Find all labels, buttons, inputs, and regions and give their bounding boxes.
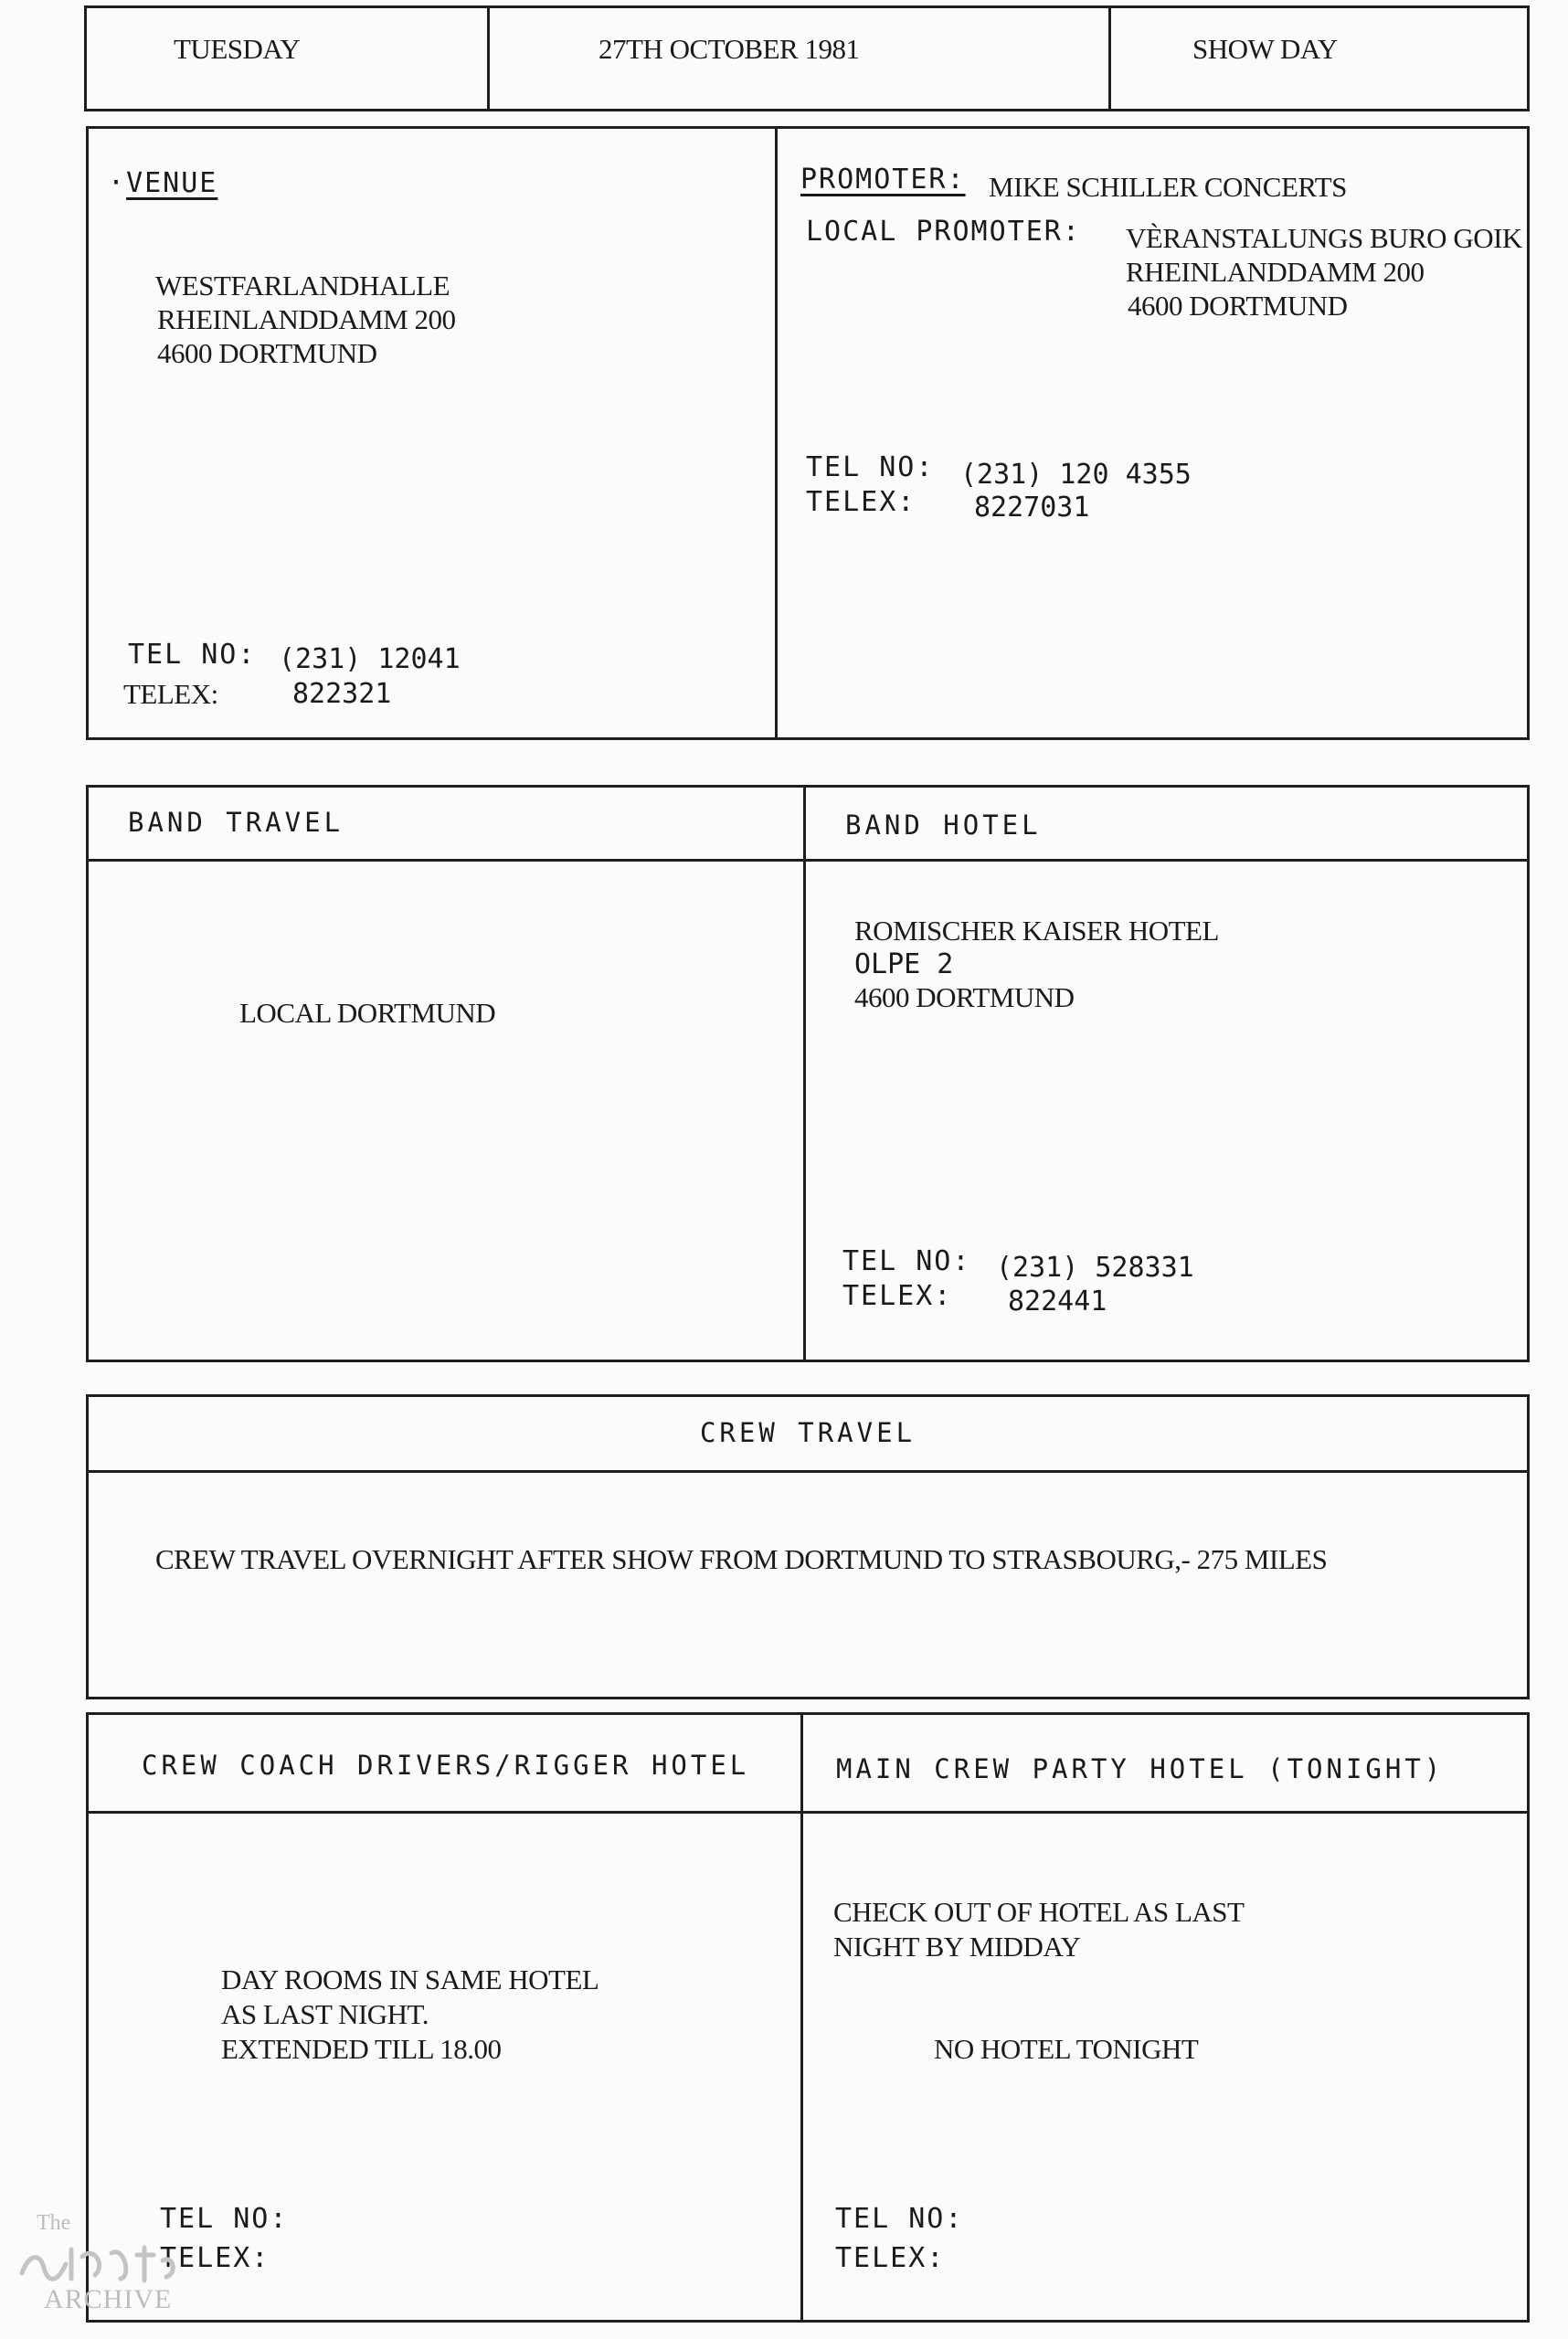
band-hotel-label: BAND HOTEL: [845, 810, 1042, 841]
venue-telex-label: TELEX:: [123, 678, 218, 710]
header-divider-2: [1108, 5, 1111, 111]
venue-address-line-1: WESTFARLANDHALLE: [155, 270, 450, 302]
promoter-name: MIKE SCHILLER CONCERTS: [989, 171, 1347, 203]
band-hotel-tel: (231) 528331: [996, 1252, 1194, 1284]
promoter-tel: (231) 120 4355: [960, 459, 1192, 491]
crew-travel-divider-h: [86, 1470, 1530, 1473]
band-hotel-line-1: ROMISCHER KAISER HOTEL: [854, 915, 1219, 947]
main-crew-line-2: NIGHT BY MIDDAY: [833, 1931, 1081, 1963]
archive-watermark-logo: [16, 2211, 190, 2321]
crew-coach-telex-label: TELEX:: [160, 2242, 270, 2274]
promoter-label: PROMOTER:: [800, 164, 966, 196]
venue-promoter-divider: [775, 126, 778, 740]
main-crew-note: NO HOTEL TONIGHT: [934, 2033, 1199, 2065]
main-crew-tel-label: TEL NO:: [835, 2203, 964, 2235]
crew-hotels-divider-h: [86, 1811, 1530, 1814]
band-hotel-telex-label: TELEX:: [842, 1280, 953, 1312]
venue-telex: 822321: [292, 678, 392, 710]
promoter-tel-label: TEL NO:: [806, 451, 935, 483]
venue-address-line-3: 4600 DORTMUND: [157, 337, 377, 369]
main-crew-line-1: CHECK OUT OF HOTEL AS LAST: [833, 1896, 1245, 1928]
main-crew-label: MAIN CREW PARTY HOTEL (TONIGHT): [836, 1753, 1445, 1784]
venue-label: ·VENUE: [108, 167, 218, 199]
watermark-script-mark: [16, 2237, 181, 2288]
crew-coach-tel-label: TEL NO:: [160, 2203, 289, 2235]
header-day: TUESDAY: [174, 33, 301, 65]
watermark-the: The: [37, 2211, 71, 2235]
local-promoter-label: LOCAL PROMOTER:: [806, 216, 1081, 248]
crew-hotels-divider-v: [800, 1712, 803, 2323]
local-promoter-line-2: RHEINLANDDAMM 200: [1126, 256, 1425, 288]
header-date: 27TH OCTOBER 1981: [599, 33, 860, 65]
crew-coach-label: CREW COACH DRIVERS/RIGGER HOTEL: [142, 1750, 750, 1781]
local-promoter-line-3: 4600 DORTMUND: [1128, 290, 1348, 322]
band-travel-text: LOCAL DORTMUND: [239, 997, 496, 1029]
crew-coach-line-3: EXTENDED TILL 18.00: [221, 2033, 502, 2065]
crew-coach-line-2: AS LAST NIGHT.: [221, 1998, 429, 2030]
venue-address-line-2: RHEINLANDDAMM 200: [157, 303, 456, 335]
band-divider-h: [86, 859, 1530, 862]
band-divider-v: [803, 785, 806, 1362]
band-travel-label: BAND TRAVEL: [128, 807, 344, 838]
crew-travel-text: CREW TRAVEL OVERNIGHT AFTER SHOW FROM DORTMUND TO STRASBOURG,- 275 MILES: [155, 1543, 1328, 1575]
band-hotel-line-2: OLPE 2: [854, 948, 954, 980]
promoter-telex-label: TELEX:: [806, 486, 916, 518]
watermark-archive: ARCHIVE: [44, 2284, 173, 2314]
band-hotel-telex: 822441: [1008, 1286, 1107, 1318]
crew-coach-line-1: DAY ROOMS IN SAME HOTEL: [221, 1963, 599, 1995]
main-crew-telex-label: TELEX:: [835, 2242, 946, 2274]
header-divider-1: [487, 5, 490, 111]
band-hotel-line-3: 4600 DORTMUND: [854, 981, 1075, 1013]
promoter-telex: 8227031: [974, 492, 1090, 524]
venue-tel: (231) 12041: [279, 643, 461, 675]
venue-label-text: VENUE: [126, 167, 218, 199]
header-type: SHOW DAY: [1192, 33, 1338, 65]
local-promoter-line-1: VÈRANSTALUNGS BURO GOIK: [1126, 222, 1522, 254]
venue-tel-label: TEL NO:: [128, 639, 257, 671]
crew-travel-label: CREW TRAVEL: [699, 1417, 916, 1448]
band-hotel-tel-label: TEL NO:: [842, 1245, 971, 1277]
band-box: [86, 785, 1530, 1362]
